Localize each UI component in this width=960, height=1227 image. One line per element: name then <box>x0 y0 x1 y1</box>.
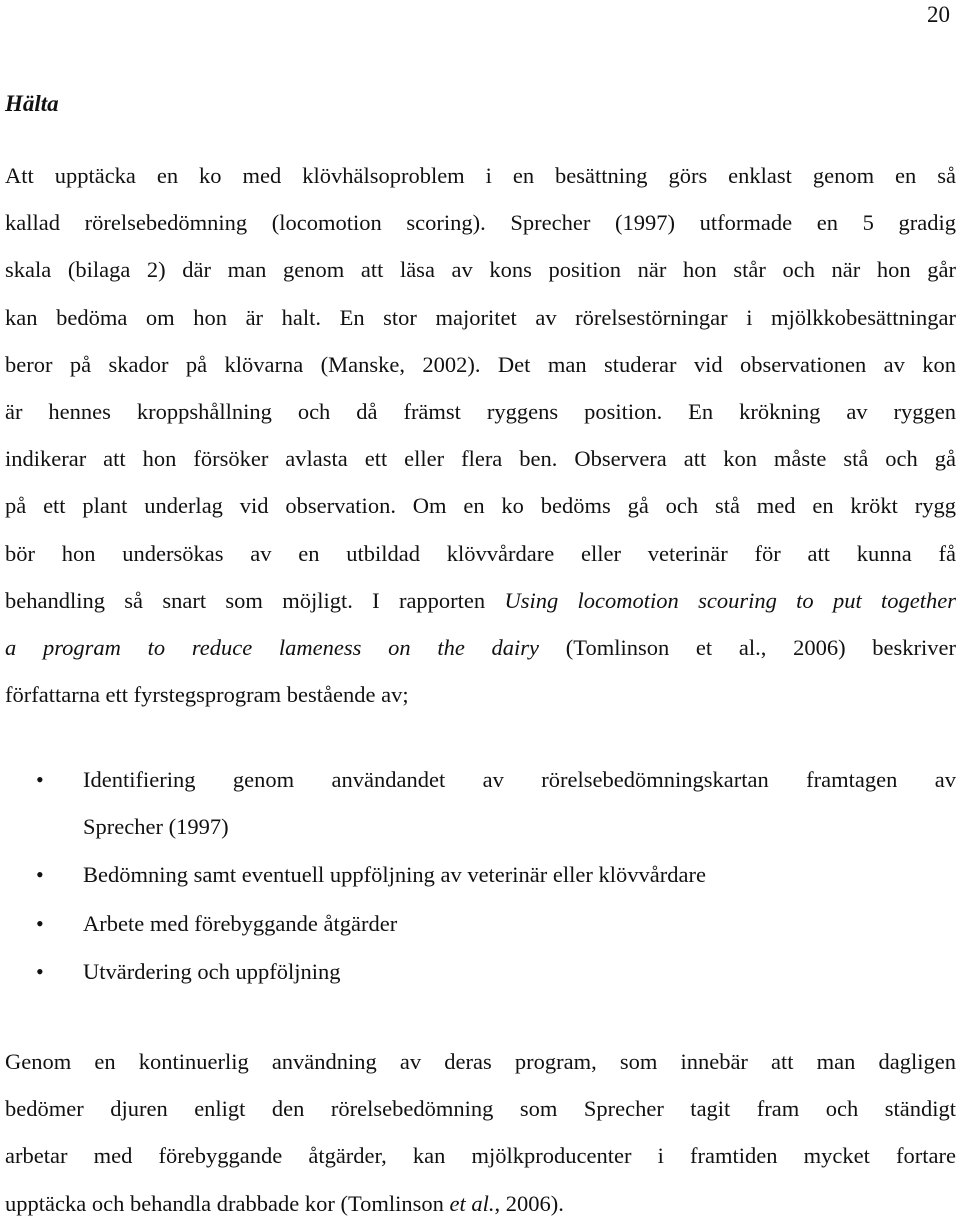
paragraph-1-line: bör hon undersökas av en utbildad klövvårdare eller veterinär för att kunna få <box>5 540 956 566</box>
paragraph-2-line: arbetar med förebyggande åtgärder, kan mjölkproducenter i framtiden mycket fortare <box>5 1143 956 1169</box>
report-title-part-2: a program to reduce lameness on the dairy <box>5 635 540 661</box>
bullet-item <box>0 851 956 898</box>
citation-et-al: et al. <box>449 1190 495 1216</box>
paragraph-2-line: bedömer djuren enligt den rörelsebedömning som Sprecher tagit fram och ständigt <box>5 1096 956 1122</box>
paragraph-1-line: Att upptäcka en ko med klövhälsoproblem i en besättning görs enklast genom en så <box>5 163 956 188</box>
bullet-text-continued: Sprecher (1997) <box>83 814 229 840</box>
bullet-item <box>0 948 956 995</box>
bullet-text: Utvärdering och uppföljning <box>83 958 341 984</box>
bullet-text: Bedömning samt eventuell uppföljning av veterinär eller klövvårdare <box>83 862 706 888</box>
paragraph-1-line: kallad rörelsebedömning (locomotion scoring). Sprecher (1997) utformade en 5 gradig <box>5 210 956 236</box>
paragraph-1-line: på ett plant underlag vid observation. Om en ko bedöms gå och stå med en krökt rygg <box>5 493 956 519</box>
bullet-icon: • <box>36 958 44 984</box>
bullet-text: Identifiering genom användandet av rörelsebedömningskartan framtagen av <box>83 767 956 792</box>
section-heading: Hälta <box>5 91 59 116</box>
paragraph-1-line-with-title <box>5 577 956 624</box>
report-title-part-1: Using locomotion scouring to put together <box>504 587 956 613</box>
paragraph-1-line-with-title <box>5 624 956 671</box>
bullet-icon: • <box>36 767 44 792</box>
paragraph-1 <box>5 152 956 718</box>
paragraph-1-line: kan bedöma om hon är halt. En stor majoritet av rörelsestörningar i mjölkkobesättningar <box>5 304 956 330</box>
bullet-item <box>0 756 956 850</box>
paragraph-1-line: är hennes kroppshållning och då främst ryggens position. En krökning av ryggen <box>5 399 956 425</box>
page-number: 20 <box>927 2 950 27</box>
paragraph-1-line: skala (bilaga 2) där man genom att läsa av kons position när hon står och när hon går <box>5 257 956 283</box>
bullet-list <box>0 756 956 996</box>
paragraph-2 <box>5 1038 956 1227</box>
paragraph-2-line: Genom en kontinuerlig användning av deras program, som innebär att man dagligen <box>5 1049 956 1074</box>
citation-text: (Tomlinson et al., 2006) beskriver <box>565 635 957 661</box>
citation-prefix: upptäcka och behandla drabbade kor (Tomlinson <box>5 1190 444 1216</box>
citation-suffix: , 2006). <box>494 1190 564 1216</box>
bullet-icon: • <box>36 862 44 888</box>
bullet-item <box>0 900 956 947</box>
bullet-text: Arbete med förebyggande åtgärder <box>83 910 398 936</box>
paragraph-1-last-line: författarna ett fyrstegsprogram bestående av; <box>5 682 409 708</box>
paragraph-1-line: indikerar att hon försöker avlasta ett eller flera ben. Observera att kon måste stå och gå <box>5 446 956 472</box>
paragraph-2-last-line <box>5 1180 956 1227</box>
paragraph-1-text: behandling så snart som möjligt. I rapporten <box>5 587 486 613</box>
paragraph-1-line: beror på skador på klövarna (Manske, 2002). Det man studerar vid observationen av kon <box>5 351 956 377</box>
bullet-icon: • <box>36 910 44 936</box>
